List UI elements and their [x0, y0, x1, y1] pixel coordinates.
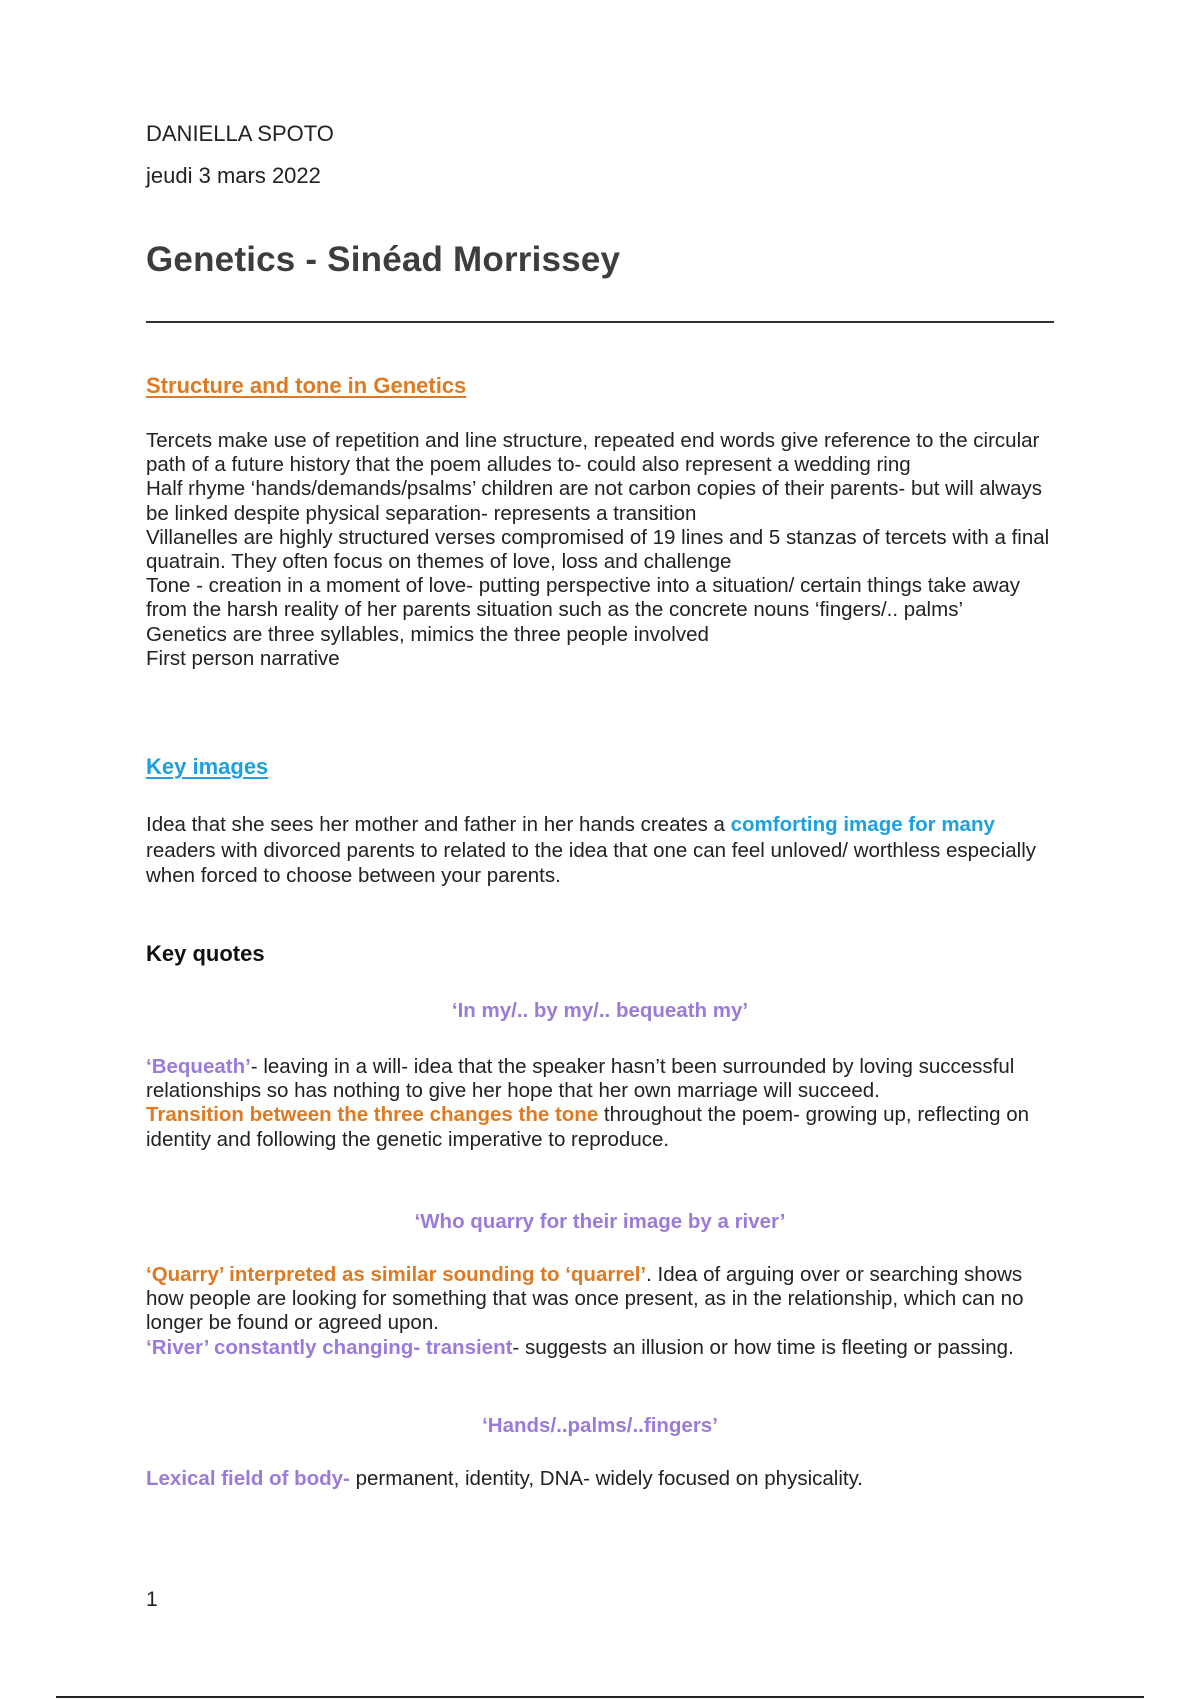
quote-who-quarry: ‘Who quarry for their image by a river’ [414, 1210, 786, 1233]
structure-line: Tercets make use of repetition and line structure, repeated end words give reference to the circular path of a future history that the poem alludes to- could also represent a wedding ring [146, 429, 1040, 477]
quote1-analysis [146, 1055, 1056, 1152]
key-images-paragraph [146, 812, 1056, 889]
author-name: DANIELLA SPOTO [146, 121, 334, 146]
highlight-lexical-field: Lexical field of body- [146, 1467, 350, 1490]
structure-line: Half rhyme ‘hands/demands/psalms’ children are not carbon copies of their parents- but will always be linked despite physical separation- represents a transition [146, 477, 1042, 525]
quote3-analysis [146, 1467, 1056, 1491]
quote3-text-1: permanent, identity, DNA- widely focused on physicality. [349, 1467, 864, 1490]
footer-divider [56, 1696, 1144, 1698]
structure-paragraphs [146, 429, 1056, 671]
images-highlight: comforting image for many [730, 813, 995, 836]
page-number: 1 [146, 1588, 158, 1611]
heading-key-quotes: Key quotes [146, 941, 265, 966]
highlight-bequeath: ‘Bequeath’ [146, 1055, 251, 1078]
quote1-text-2: throughout the poem- growing up, reflecting on identity and following the genetic imperative to reproduce. [146, 1103, 1030, 1151]
structure-line: Villanelles are highly structured verses compromised of 19 lines and 5 stanzas of tercets with a final quatrain. They often focus on themes of love, loss and challenge [146, 525, 1050, 574]
structure-line: Tone - creation in a moment of love- putting perspective into a situation/ certain things take away from the harsh reality of her parents situation such as the concrete nouns ‘fingers/.. palms’ [146, 574, 1021, 622]
structure-line: Genetics are three syllables, mimics the three people involved [146, 622, 709, 646]
quote2-analysis [146, 1263, 1056, 1360]
highlight-transition: Transition between the three changes the tone [146, 1103, 599, 1127]
quote1-text-1: - leaving in a will- idea that the speaker hasn’t been surrounded by loving successful relationships so has nothing to give her hope that her own marriage will succeed. [146, 1055, 1015, 1103]
structure-line: First person narrative [146, 646, 340, 670]
title-divider [146, 321, 1054, 323]
document-date: jeudi 3 mars 2022 [146, 163, 321, 188]
highlight-quarry: ‘Quarry’ interpreted as similar sounding to ‘quarrel’ [146, 1263, 647, 1286]
highlight-river: ‘River’ constantly changing- transient [146, 1335, 513, 1359]
quote2-text-1: . Idea of arguing over or searching shows how people are looking for something that was once present, as in the relationship, which can no longer be found or agreed upon. [146, 1263, 1024, 1335]
heading-structure-and-tone: Structure and tone in Genetics [146, 373, 467, 398]
images-text-before: Idea that she sees her mother and father in her hands creates a [146, 813, 731, 836]
quote-hands-palms-fingers: ‘Hands/..palms/..fingers’ [482, 1414, 718, 1437]
page-title: Genetics - Sinéad Morrissey [146, 240, 621, 279]
quote-in-my: ‘In my/.. by my/.. bequeath my’ [451, 999, 749, 1022]
images-text-after: readers with divorced parents to related to the idea that one can feel unloved/ worthless especially when forced to choose between your parents. [146, 838, 1036, 887]
quote2-text-2: - suggests an illusion or how time is fleeting or passing. [512, 1335, 1014, 1359]
heading-key-images: Key images [146, 754, 269, 779]
